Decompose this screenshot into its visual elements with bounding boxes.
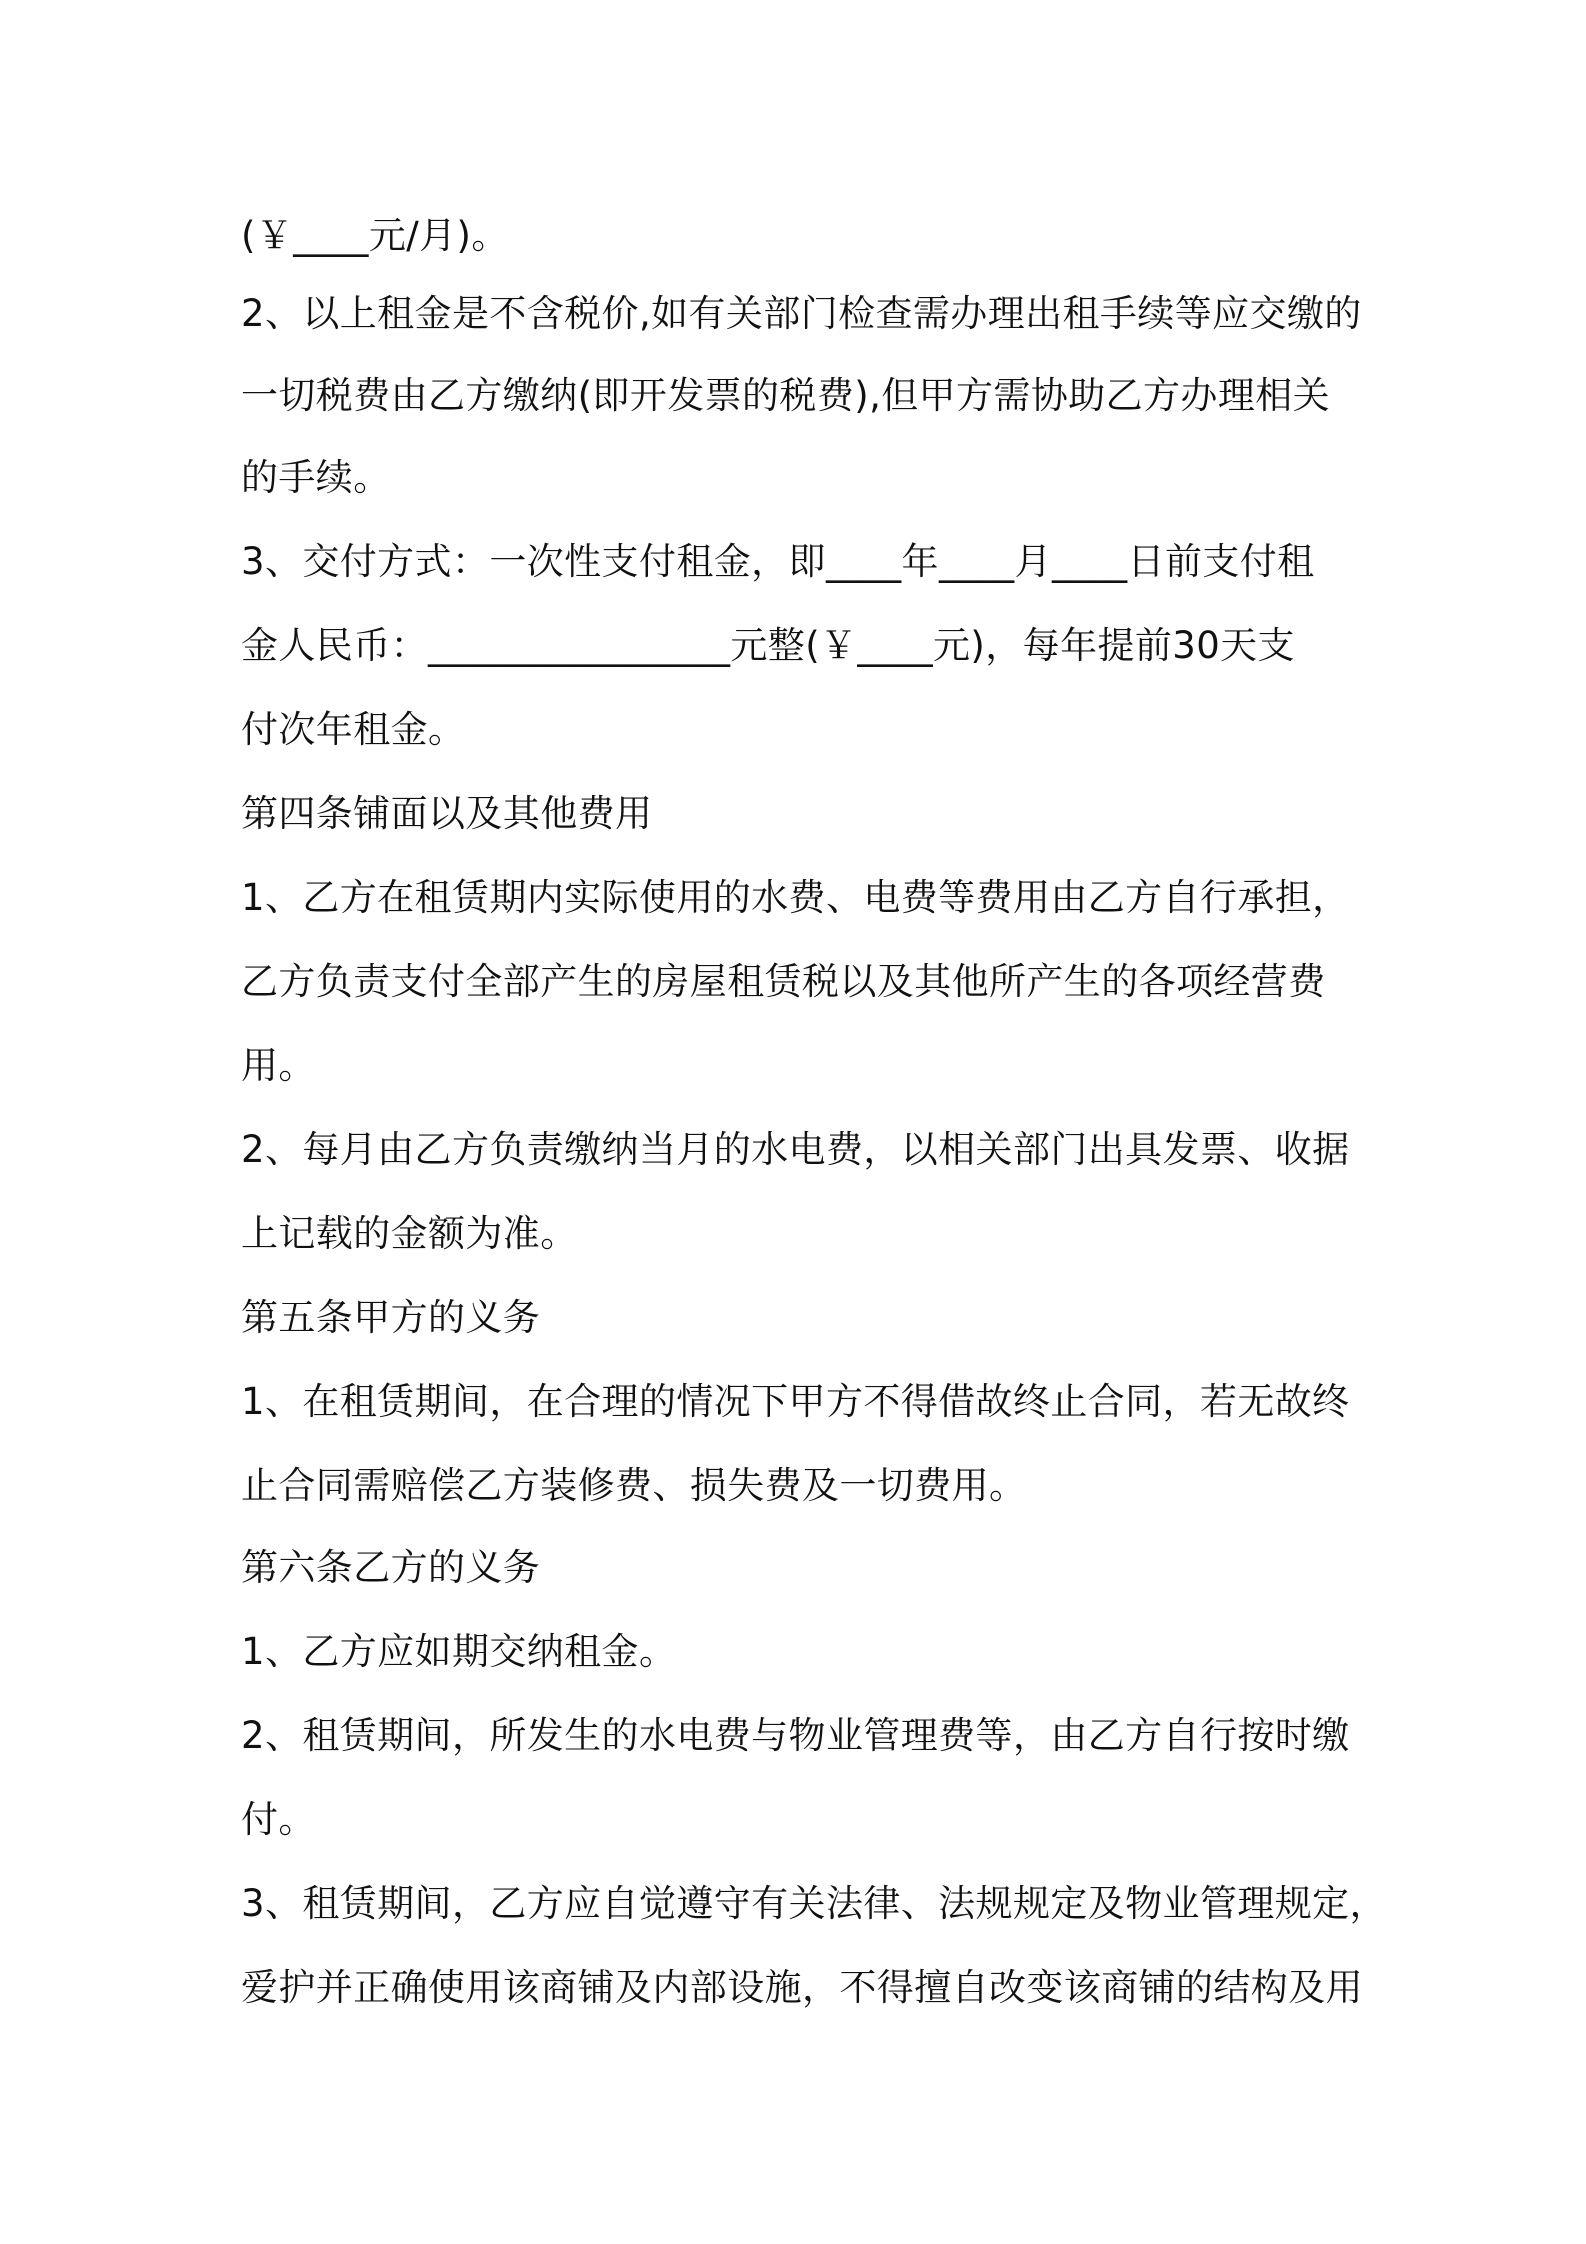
text-line: 2、每月由乙方负责缴纳当月的水电费，以相关部门出具发票、收据	[241, 1128, 1350, 1171]
section-heading: 第四条铺面以及其他费用	[241, 792, 653, 835]
text-line: 2、以上租金是不含税价,如有关部门检查需办理出租手续等应交缴的	[241, 292, 1362, 335]
section-heading: 第五条甲方的义务	[241, 1296, 541, 1339]
text-line: 止合同需赔偿乙方装修费、损失费及一切费用。	[241, 1464, 1027, 1507]
text-line: 付。	[241, 1798, 316, 1841]
text-line: 3、交付方式：一次性支付租金，即____年____月____日前支付租	[241, 540, 1315, 583]
text-line: 上记载的金额为准。	[241, 1212, 578, 1255]
text-line: 用。	[241, 1044, 316, 1087]
text-line: (￥____元/月)。	[241, 214, 509, 257]
text-line: 1、乙方应如期交纳租金。	[241, 1630, 677, 1673]
text-line: 乙方负责支付全部产生的房屋租赁税以及其他所产生的各项经营费	[241, 960, 1326, 1003]
text-line: 2、租赁期间，所发生的水电费与物业管理费等，由乙方自行按时缴	[241, 1714, 1350, 1757]
section-heading: 第六条乙方的义务	[241, 1546, 541, 1589]
text-line: 付次年租金。	[241, 708, 466, 751]
text-line: 爱护并正确使用该商铺及内部设施，不得擅自改变该商铺的结构及用	[241, 1966, 1363, 2009]
text-line: 一切税费由乙方缴纳(即开发票的税费),但甲方需协助乙方办理相关	[241, 374, 1331, 417]
text-line: 的手续。	[241, 456, 391, 499]
text-line: 3、租赁期间，乙方应自觉遵守有关法律、法规规定及物业管理规定，	[241, 1882, 1387, 1925]
text-line: 金人民币：________________元整(￥____元)，每年提前30天支	[241, 624, 1295, 667]
text-line: 1、在租赁期间，在合理的情况下甲方不得借故终止合同，若无故终	[241, 1380, 1350, 1423]
text-line: 1、乙方在租赁期内实际使用的水费、电费等费用由乙方自行承担，	[241, 876, 1350, 919]
